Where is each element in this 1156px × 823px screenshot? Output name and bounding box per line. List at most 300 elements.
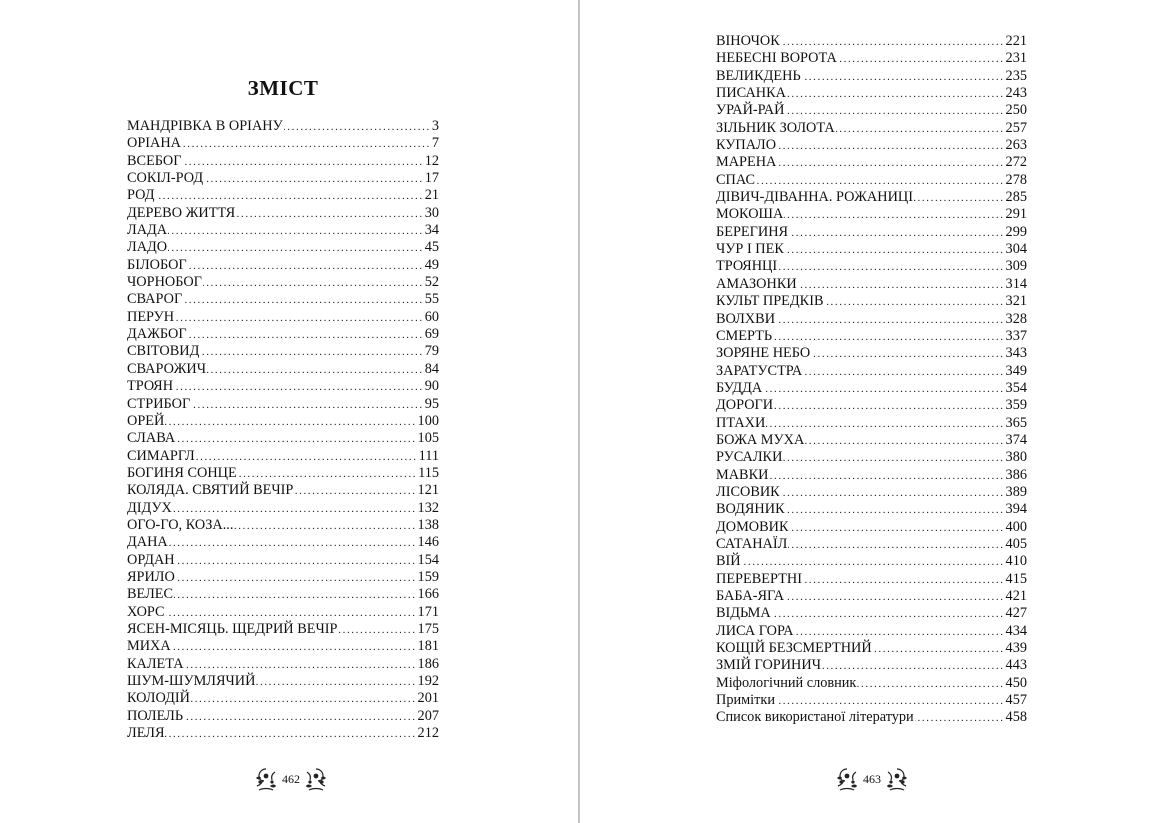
toc-entry-page: 231 <box>1005 50 1027 67</box>
dot-leader <box>156 188 424 205</box>
right-page <box>580 0 1156 823</box>
toc-entry-page: 291 <box>1005 206 1027 223</box>
toc-entry <box>716 206 1027 223</box>
toc-entry-page: 374 <box>1005 431 1027 448</box>
toc-entry-title: ЛАДО <box>127 239 168 256</box>
toc-entry-title: Примітки <box>716 692 775 709</box>
toc-entry <box>716 415 1027 432</box>
toc-entry-title: ПИСАНКА <box>716 85 786 102</box>
dot-leader <box>183 154 424 171</box>
dot-leader <box>203 275 424 292</box>
page-number: 462 <box>282 771 300 786</box>
toc-entry <box>716 241 1027 258</box>
dot-leader <box>204 171 424 188</box>
toc-entry-page: 343 <box>1005 345 1027 362</box>
dot-leader <box>778 259 1004 276</box>
toc-entry <box>716 588 1027 605</box>
toc-entry-title: ТРОЯН <box>127 378 174 395</box>
toc-entry <box>716 258 1027 275</box>
toc-entry-title: ЛИСА ГОРА <box>716 622 794 639</box>
toc-entry-title: ПЕРЕВЕРТНІ <box>716 570 802 587</box>
toc-entry-title: КАЛЕТА <box>127 655 184 672</box>
toc-entry-page: 95 <box>424 395 439 412</box>
dot-leader <box>172 639 417 656</box>
dot-leader <box>256 674 416 691</box>
toc-entry-title: СОКІЛ-РОД <box>127 170 204 187</box>
toc-entry <box>127 690 439 707</box>
dot-leader <box>857 676 1004 693</box>
toc-entry <box>716 571 1027 588</box>
toc-entry-title: ДЕРЕВО ЖИТТЯ <box>127 204 236 221</box>
toc-entry-title: ВЕЛИКДЕНЬ <box>716 67 801 84</box>
toc-entry-page: 52 <box>424 274 439 291</box>
toc-entry-title: ЧОРНОБОГ <box>127 274 202 291</box>
toc-entry <box>127 465 439 482</box>
toc-entry-title: ЯСЕН-МІСЯЦЬ. ЩЕДРИЙ ВЕЧІР <box>127 620 338 637</box>
toc-entry-title: ЗАРАТУСТРА <box>716 362 803 379</box>
toc-entry-page: 212 <box>417 725 439 742</box>
floral-ornament-icon <box>303 766 329 792</box>
toc-entry <box>716 345 1027 362</box>
toc-entry-page: 410 <box>1005 553 1027 570</box>
dot-leader <box>294 483 416 500</box>
dot-leader <box>191 691 417 708</box>
dot-leader <box>175 310 424 327</box>
toc-entry-title: НЕБЕСНІ ВОРОТА <box>716 50 837 67</box>
dot-leader <box>774 398 1004 415</box>
toc-entry-title: БОЖА МУХА <box>716 431 805 448</box>
toc-entry-page: 304 <box>1005 241 1027 258</box>
toc-entry <box>716 154 1027 171</box>
toc-entry-title: МИХА <box>127 638 171 655</box>
toc-entry-title: СТРИБОГ <box>127 395 191 412</box>
dot-leader <box>338 622 416 639</box>
toc-entry-page: 415 <box>1005 570 1027 587</box>
toc-entry-page: 386 <box>1005 466 1027 483</box>
dot-leader <box>165 414 416 431</box>
toc-entry-page: 201 <box>417 690 439 707</box>
toc-entry <box>716 536 1027 553</box>
toc-entry <box>127 482 439 499</box>
toc-entry <box>127 222 439 239</box>
dot-leader <box>188 327 424 344</box>
toc-entry-title: ЛІСОВИК <box>716 483 780 500</box>
toc-entry-title: БАБА-ЯГА <box>716 588 785 604</box>
toc-entry <box>716 484 1027 501</box>
toc-entry <box>716 623 1027 640</box>
folio-right <box>831 764 913 794</box>
toc-entry <box>716 553 1027 570</box>
folio-left <box>250 764 332 794</box>
toc-entry <box>127 274 439 291</box>
dot-leader <box>196 449 418 466</box>
toc-entry-page: 7 <box>431 135 439 152</box>
toc-entry-title: САТАНАЇЛ <box>716 535 788 552</box>
toc-entry <box>127 430 439 447</box>
toc-entry <box>716 675 1027 692</box>
toc-entry-page: 154 <box>417 551 439 568</box>
toc-entry-page: 55 <box>424 291 439 308</box>
toc-entry-page: 257 <box>1005 119 1027 136</box>
dot-leader <box>781 34 1005 51</box>
toc-entry-page: 60 <box>424 308 439 325</box>
dot-leader <box>756 173 1005 190</box>
dot-leader <box>786 502 1005 519</box>
dot-leader <box>914 190 1005 207</box>
toc-entry-page: 171 <box>417 603 439 620</box>
toc-entry-page: 79 <box>424 343 439 360</box>
toc-entry <box>127 638 439 655</box>
toc-entry-page: 192 <box>417 673 439 689</box>
dot-leader <box>784 207 1004 224</box>
dot-leader <box>176 570 417 587</box>
dot-leader <box>166 605 417 622</box>
dot-leader <box>785 589 1005 606</box>
toc-entry <box>127 725 439 742</box>
toc-entry-title: ХОРС <box>127 603 165 620</box>
toc-entry-title: ЗОРЯНЕ НЕБО <box>716 345 811 362</box>
toc-entry-title: СВАРОГ <box>127 291 183 308</box>
toc-entry <box>716 85 1027 102</box>
toc-entry <box>127 569 439 586</box>
dot-leader <box>915 710 1005 727</box>
toc-entry <box>716 50 1027 67</box>
toc-entry <box>127 309 439 326</box>
toc-entry <box>716 102 1027 119</box>
dot-leader <box>836 121 1005 138</box>
toc-entry-page: 105 <box>417 430 439 447</box>
toc-entry <box>716 137 1027 154</box>
toc-list-right <box>716 33 1027 727</box>
toc-entry <box>127 205 439 222</box>
toc-entry-title: ЛЕЛЯ <box>127 725 165 742</box>
toc-entry <box>716 519 1027 536</box>
toc-entry-page: 30 <box>424 204 439 221</box>
toc-entry <box>716 640 1027 657</box>
toc-entry-title: ВОДЯНИК <box>716 501 785 518</box>
toc-entry-page: 394 <box>1005 501 1027 518</box>
toc-entry-title: ЛАДА <box>127 222 168 239</box>
dot-leader <box>783 450 1004 467</box>
toc-entry <box>716 224 1027 241</box>
toc-entry-title: ШУМ-ШУМЛЯЧИЙ <box>127 673 256 689</box>
toc-entry-page: 427 <box>1005 605 1027 622</box>
toc-entry-title: ОРІАНА <box>127 135 182 152</box>
toc-entry-page: 359 <box>1005 397 1027 414</box>
dot-leader <box>236 206 424 223</box>
dot-leader <box>811 346 1004 363</box>
toc-entry-title: ВІНОЧОК <box>716 33 780 49</box>
toc-entry-page: 207 <box>417 707 439 724</box>
toc-entry <box>716 328 1027 345</box>
toc-entry <box>716 293 1027 310</box>
toc-entry <box>716 189 1027 206</box>
toc-entry-title: МАНДРІВКА В ОРІАНУ <box>127 118 283 134</box>
dot-leader <box>773 329 1004 346</box>
toc-entry-page: 278 <box>1005 171 1027 188</box>
toc-entry-page: 328 <box>1005 310 1027 327</box>
toc-entry <box>716 605 1027 622</box>
toc-entry <box>127 621 439 638</box>
toc-entry-page: 235 <box>1005 67 1027 84</box>
dot-leader <box>185 657 417 674</box>
toc-entry-page: 138 <box>417 516 439 533</box>
toc-entry-page: 250 <box>1005 102 1027 119</box>
toc-entry-title: РОД <box>127 187 155 204</box>
toc-entry-page: 263 <box>1005 137 1027 154</box>
toc-entry-page: 400 <box>1005 518 1027 535</box>
toc-entry <box>716 657 1027 674</box>
toc-entry <box>716 311 1027 328</box>
toc-entry-page: 285 <box>1005 189 1027 206</box>
toc-entry-title: СВІТОВИД <box>127 343 200 360</box>
toc-entry-title: ОГО-ГО, КОЗА... <box>127 516 234 533</box>
toc-entry-page: 299 <box>1005 223 1027 240</box>
toc-entry <box>127 361 439 378</box>
toc-entry-page: 132 <box>417 499 439 516</box>
toc-entry <box>716 120 1027 137</box>
dot-leader <box>165 726 416 743</box>
toc-entry <box>716 432 1027 449</box>
toc-entry <box>716 397 1027 414</box>
toc-entry-page: 272 <box>1005 154 1027 171</box>
page-title: ЗМІСТ <box>247 76 319 100</box>
toc-entry <box>127 708 439 725</box>
toc-entry-page: 175 <box>417 620 439 637</box>
toc-entry-title: ОРЕЙ <box>127 412 165 429</box>
toc-entry <box>127 118 439 135</box>
toc-entry-title: МОКОША <box>716 206 784 223</box>
toc-entry-title: ДАЖБОГ <box>127 326 187 343</box>
dot-leader <box>169 535 417 552</box>
dot-leader <box>785 103 1004 120</box>
toc-entry-page: 450 <box>1005 674 1027 691</box>
dot-leader <box>805 433 1004 450</box>
toc-entry <box>127 291 439 308</box>
toc-entry-page: 49 <box>424 256 439 273</box>
toc-entry-title: АМАЗОНКИ <box>716 275 797 292</box>
toc-entry-title: ВІДЬМА <box>716 605 771 622</box>
toc-entry <box>716 449 1027 466</box>
dot-leader <box>174 379 424 396</box>
dot-leader <box>168 223 424 240</box>
toc-entry-page: 243 <box>1005 85 1027 102</box>
dot-leader <box>207 362 424 379</box>
toc-entry-title: Список використаної літератури <box>716 709 914 726</box>
toc-entry-page: 115 <box>418 464 439 481</box>
toc-entry <box>127 656 439 673</box>
toc-entry-page: 457 <box>1005 692 1027 709</box>
toc-entry-title: Міфологічний словник <box>716 674 857 691</box>
toc-entry <box>127 170 439 187</box>
dot-leader <box>168 240 424 257</box>
toc-entry-page: 12 <box>424 152 439 169</box>
toc-entry-page: 111 <box>418 447 439 464</box>
dot-leader <box>176 553 417 570</box>
toc-entry-title: БОГИНЯ СОНЦЕ <box>127 464 237 481</box>
toc-entry-title: СИМАРГЛ <box>127 447 195 464</box>
dot-leader <box>174 587 417 604</box>
dot-leader <box>776 312 1005 329</box>
toc-entry-title: ПЕРУН <box>127 308 175 325</box>
toc-entry-page: 405 <box>1005 535 1027 552</box>
toc-entry-page: 443 <box>1005 657 1027 674</box>
floral-ornament-icon <box>834 766 860 792</box>
toc-entry-title: КОЛОДІЙ <box>127 690 190 707</box>
toc-entry-title: ДАНА <box>127 534 168 551</box>
toc-entry-title: ВСЕБОГ <box>127 152 182 169</box>
dot-leader <box>803 572 1005 589</box>
dot-leader <box>184 709 416 726</box>
toc-entry-title: ЗМІЙ ГОРИНИЧ <box>716 657 821 674</box>
dot-leader <box>777 155 1004 172</box>
toc-entry <box>127 500 439 517</box>
toc-list-left <box>127 118 439 742</box>
toc-entry-title: СПАС <box>716 171 756 188</box>
toc-entry-title: КОЩІЙ БЕЗСМЕРТНИЙ <box>716 640 872 657</box>
toc-entry <box>127 343 439 360</box>
toc-entry-title: ВОЛХВИ <box>716 310 776 327</box>
toc-entry-title: ПОЛЕЛЬ <box>127 707 184 724</box>
toc-entry-page: 84 <box>424 360 439 377</box>
dot-leader <box>794 624 1004 641</box>
toc-entry <box>127 326 439 343</box>
toc-entry-page: 34 <box>424 222 439 239</box>
toc-entry-title: ОРДАН <box>127 551 175 568</box>
toc-entry-title: МАВКИ <box>716 466 769 483</box>
toc-entry <box>127 534 439 551</box>
toc-entry <box>716 363 1027 380</box>
dot-leader <box>822 658 1005 675</box>
dot-leader <box>798 277 1005 294</box>
toc-entry <box>716 276 1027 293</box>
toc-entry-page: 166 <box>417 586 439 603</box>
toc-entry-title: ЯРИЛО <box>127 568 175 585</box>
dot-leader <box>742 554 1005 571</box>
toc-entry-page: 90 <box>424 378 439 395</box>
toc-entry <box>716 68 1027 85</box>
toc-entry-title: УРАЙ-РАЙ <box>716 102 785 119</box>
floral-ornament-icon <box>253 766 279 792</box>
toc-entry-title: ДОМОВИК <box>716 518 789 535</box>
dot-leader <box>769 468 1004 485</box>
dot-leader <box>787 86 1005 103</box>
toc-entry-page: 434 <box>1005 622 1027 639</box>
toc-entry-page: 458 <box>1005 709 1027 726</box>
toc-entry-title: ДОРОГИ <box>716 397 774 414</box>
toc-entry-page: 337 <box>1005 327 1027 344</box>
toc-entry <box>127 448 439 465</box>
toc-entry-title: ВІЙ <box>716 553 741 570</box>
dot-leader <box>182 136 431 153</box>
dot-leader <box>838 51 1005 68</box>
toc-entry-page: 439 <box>1005 640 1027 657</box>
toc-entry-title: СЛАВА <box>127 430 176 447</box>
dot-leader <box>766 416 1004 433</box>
toc-entry-title: РУСАЛКИ <box>716 449 783 466</box>
toc-entry-title: БІЛОБОГ <box>127 256 187 273</box>
toc-entry <box>127 552 439 569</box>
dot-leader <box>825 294 1005 311</box>
toc-entry <box>127 413 439 430</box>
toc-entry <box>127 187 439 204</box>
dot-leader <box>777 138 1005 155</box>
dot-leader <box>790 520 1005 537</box>
toc-entry-title: ТРОЯНЦІ <box>716 258 778 275</box>
toc-entry-page: 21 <box>424 187 439 204</box>
dot-leader <box>763 381 1004 398</box>
toc-entry-title: СМЕРТЬ <box>716 327 773 344</box>
dot-leader <box>772 606 1005 623</box>
toc-entry-page: 45 <box>424 239 439 256</box>
toc-entry-page: 3 <box>431 118 439 134</box>
toc-entry-page: 421 <box>1005 588 1027 604</box>
dot-leader <box>234 518 416 535</box>
dot-leader <box>781 485 1005 502</box>
toc-entry <box>127 604 439 621</box>
toc-entry-title: КУЛЬТ ПРЕДКІВ <box>716 293 824 310</box>
dot-leader <box>785 242 1005 259</box>
toc-entry-page: 349 <box>1005 362 1027 379</box>
toc-entry <box>716 33 1027 50</box>
floral-ornament-icon <box>884 766 910 792</box>
toc-entry-page: 100 <box>417 412 439 429</box>
toc-entry-page: 354 <box>1005 379 1027 396</box>
dot-leader <box>191 397 423 414</box>
dot-leader <box>284 119 431 136</box>
toc-entry-page: 221 <box>1005 33 1027 49</box>
dot-leader <box>788 537 1004 554</box>
toc-entry <box>127 239 439 256</box>
toc-entry-title: БУДДА <box>716 379 763 396</box>
toc-entry-title: ДІДУХ <box>127 499 172 516</box>
dot-leader <box>238 466 417 483</box>
toc-entry-title: ЧУР І ПЕК <box>716 241 784 258</box>
toc-entry <box>716 709 1027 726</box>
toc-entry <box>127 135 439 152</box>
toc-entry <box>127 517 439 534</box>
toc-entry <box>127 586 439 603</box>
dot-leader <box>200 344 423 361</box>
dot-leader <box>803 364 1004 381</box>
dot-leader <box>873 641 1005 658</box>
toc-entry-page: 380 <box>1005 449 1027 466</box>
toc-entry-page: 159 <box>417 568 439 585</box>
dot-leader <box>802 69 1005 86</box>
toc-entry-title: КУПАЛО <box>716 137 777 154</box>
toc-entry <box>716 692 1027 709</box>
toc-entry-page: 365 <box>1005 414 1027 431</box>
toc-entry-page: 389 <box>1005 483 1027 500</box>
toc-entry-page: 181 <box>417 638 439 655</box>
toc-entry-page: 314 <box>1005 275 1027 292</box>
toc-entry <box>127 153 439 170</box>
toc-entry <box>127 378 439 395</box>
toc-entry-page: 17 <box>424 170 439 187</box>
toc-entry <box>716 501 1027 518</box>
dot-leader <box>789 225 1004 242</box>
toc-entry-page: 69 <box>424 326 439 343</box>
toc-entry-title: БЕРЕГИНЯ <box>716 223 789 240</box>
toc-entry <box>127 257 439 274</box>
toc-entry <box>716 172 1027 189</box>
toc-entry <box>716 467 1027 484</box>
toc-entry-title: МАРЕНА <box>716 154 777 171</box>
toc-entry-title: ЗІЛЬНИК ЗОЛОТА <box>716 119 835 136</box>
toc-entry-title: ДІВИЧ-ДІВАННА. РОЖАНИЦІ <box>716 189 913 206</box>
toc-entry-title: ВЕЛЕС <box>127 586 174 603</box>
dot-leader <box>183 292 423 309</box>
